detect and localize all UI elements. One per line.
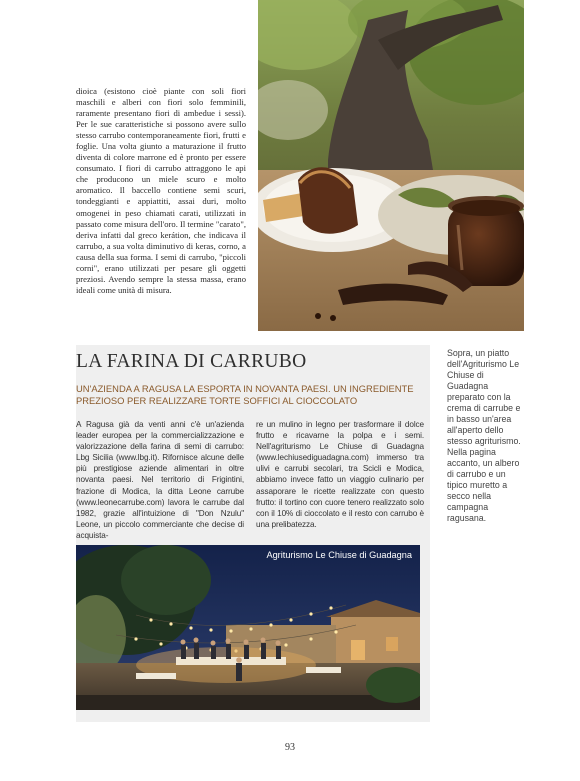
photo-agriturismo-night <box>76 545 420 710</box>
intro-paragraph: dioica (esistono cioè piante con soli fiori maschili e alberi con fiori solo femminili, raramente presentano fiori di ambedue i sessi). Per le sue caratteristiche si possono avere sullo stesso carrubo contemporaneamente fiori, frutti e foglie. Una volta giunto a maturazione il frutto diventa di colore marrone ed è pronto per essere consumato. I fiori di carrubo attraggono le api che producono un miele scuro e molto aromatico. Il baccello contiene semi scuri, tondeggianti e appiattiti, assai duri, molto omogenei in peso chiamati carati, utilizzati in passato come misura dell'oro. Il termine "carato", deriva infatti dal greco kerátion, che indicava il carrubo, a sua volta diminutivo di keras, corno, a causa della sua forma. I semi di carrubo, "piccoli corni", erano utilizzati per pesare gli oggetti preziosi. Avendo sempre la stessa massa, erano ideali come unità di misura. <box>76 86 246 295</box>
box-column-left: A Ragusa già da venti anni c'è un'azienda leader europea per la commercializzazione e valorizzazione della farina di semi di carrubo: Lbg Sicilia (www.lbg.it). Rifornisce alcune delle più prestigiose aziende alimentari in oltre novanta paesi. Nel territorio di Frigintini, frazione di Modica, la ditta Leone carrube (www.leonecarrube.com) lavora le carrube dal 1982, grazie all'intuizione di "Don Nzulu" Leone, un piccolo commerciante che decise di acquista- <box>76 420 244 540</box>
photo-chocolate-cream <box>258 0 524 331</box>
page-number: 93 <box>285 742 295 753</box>
box-subtitle: UN'AZIENDA A RAGUSA LA ESPORTA IN NOVANTA PAESI. UN INGREDIENTE PREZIOSO PER REALIZZARE TORTE SOFFICI AL CIOCCOLATO <box>76 383 414 406</box>
photo-agriturismo-graphic <box>76 545 420 710</box>
box-title: LA FARINA DI CARRUBO <box>76 351 307 372</box>
photo-chocolate-cream-graphic <box>258 0 524 331</box>
photo-caption: Agriturismo Le Chiuse di Guadagna <box>266 550 412 560</box>
box-column-right: re un mulino in legno per trasformare il dolce frutto e ricavarne la polpa e i semi. Nell'agriturismo Le Chiuse di Guadagna (www.lechiusediguadagna.com) immerso tra ulivi e carrubi secolari, tra Scicli e Modica, abbiamo invece fatto un viaggio culinario per assaporare le ricette realizzate con questo frutto: il tortino con cuore tenero realizzato solo con il 10% di cioccolato e il resto con carrubo è una prelibatezza. <box>256 420 424 529</box>
side-caption: Sopra, un piatto dell'Agriturismo Le Chiuse di Guadagna preparato con la crema di carrube e in basso un'area all'aperto dello stesso agriturismo. Nella pagina accanto, un albero di carrubo e un tipico muretto a secco nella campagna ragusana. <box>447 348 521 523</box>
